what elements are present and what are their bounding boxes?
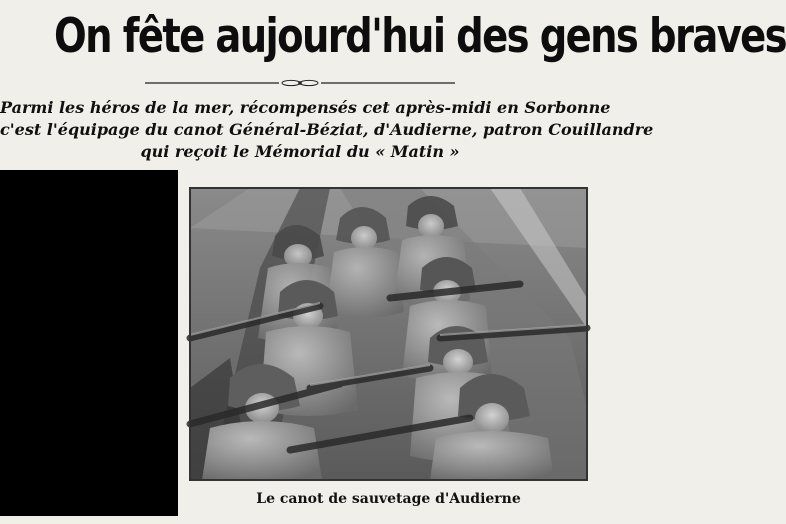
cropped-caption-line: [276, 510, 506, 516]
subhead-line-3: qui reçoit le Mémorial du « Matin »: [140, 142, 460, 161]
ornamental-rule: [145, 79, 455, 87]
subhead-line-1: Parmi les héros de la mer, récompensés cet après-midi en Sorbonne: [0, 98, 611, 117]
photo-caption: Le canot de sauvetage d'Audierne: [256, 491, 521, 507]
redacted-block: [0, 170, 178, 516]
subhead-line-2: c'est l'équipage du canot Général-Béziat, d'Audierne, patron Couillandre: [0, 120, 654, 139]
lifeboat-crew-photo: [190, 188, 587, 480]
headline: On fête aujourd'hui des gens braves: [54, 9, 786, 64]
